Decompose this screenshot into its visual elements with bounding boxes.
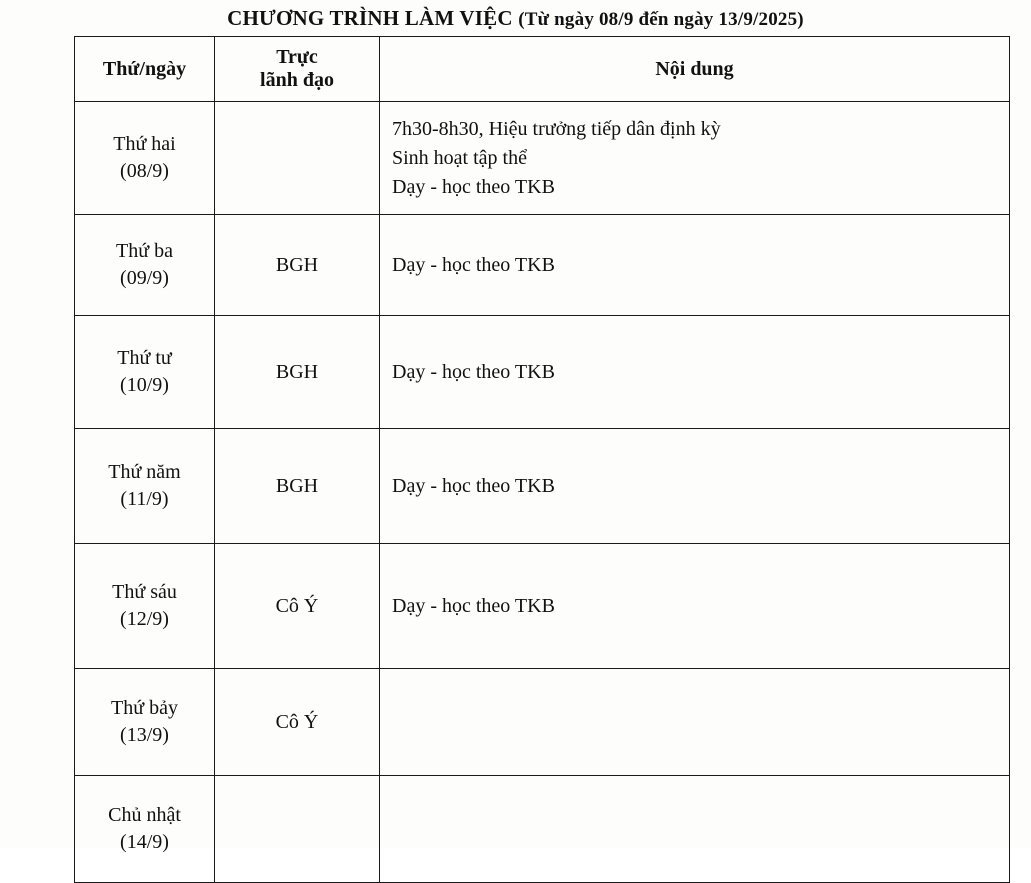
- day-date: (08/9): [120, 160, 169, 182]
- cell-leader: Cô Ý: [215, 669, 380, 776]
- table-row: [75, 544, 1010, 669]
- table-row: [75, 429, 1010, 544]
- cell-day: [75, 544, 215, 669]
- day-name: Thứ sáu: [112, 581, 177, 603]
- cell-content: [380, 544, 1010, 669]
- cell-content: [380, 776, 1010, 883]
- content-line: Dạy - học theo TKB: [392, 253, 555, 276]
- day-name: Thứ ba: [116, 240, 173, 262]
- cell-day: [75, 102, 215, 215]
- table-head: [75, 37, 1010, 102]
- title-date-range: (Từ ngày 08/9 đến ngày 13/9/2025): [518, 9, 804, 30]
- cell-content: [380, 429, 1010, 544]
- cell-leader: [215, 776, 380, 883]
- page-title: [0, 6, 1031, 31]
- content-line: Dạy - học theo TKB: [392, 474, 555, 497]
- cell-leader: BGH: [215, 429, 380, 544]
- table-row: [75, 316, 1010, 429]
- cell-content: [380, 669, 1010, 776]
- cell-leader: Cô Ý: [215, 544, 380, 669]
- column-header-leader-line1: Trực: [276, 46, 318, 68]
- day-date: (11/9): [120, 488, 169, 510]
- table-body: [75, 102, 1010, 883]
- content-line: Sinh hoạt tập thể: [392, 146, 527, 169]
- cell-day: [75, 669, 215, 776]
- day-name: Thứ tư: [117, 347, 172, 369]
- cell-content: [380, 215, 1010, 316]
- cell-leader: [215, 102, 380, 215]
- content-line: 7h30-8h30, Hiệu trưởng tiếp dân định kỳ: [392, 117, 721, 140]
- table-row: [75, 669, 1010, 776]
- cell-day: [75, 215, 215, 316]
- day-name: Thứ năm: [108, 461, 181, 483]
- table-row: [75, 215, 1010, 316]
- day-date: (12/9): [120, 608, 169, 630]
- column-header-leader: [215, 37, 380, 102]
- day-date: (14/9): [120, 831, 169, 853]
- work-schedule-table: [74, 36, 1010, 883]
- cell-leader: BGH: [215, 316, 380, 429]
- title-main: CHƯƠNG TRÌNH LÀM VIỆC: [227, 6, 513, 30]
- content-line: Dạy - học theo TKB: [392, 360, 555, 383]
- cell-day: [75, 776, 215, 883]
- column-header-leader-line2: lãnh đạo: [260, 69, 334, 91]
- cell-day: [75, 429, 215, 544]
- day-name: Thứ hai: [113, 133, 176, 155]
- column-header-content: Nội dung: [380, 37, 1010, 102]
- day-date: (09/9): [120, 267, 169, 289]
- column-header-day: Thứ/ngày: [75, 37, 215, 102]
- table-row: [75, 102, 1010, 215]
- cell-content: [380, 316, 1010, 429]
- day-name: Chủ nhật: [108, 804, 181, 826]
- content-line: Dạy - học theo TKB: [392, 175, 555, 198]
- day-date: (10/9): [120, 374, 169, 396]
- content-line: Dạy - học theo TKB: [392, 594, 555, 617]
- cell-content: [380, 102, 1010, 215]
- day-date: (13/9): [120, 724, 169, 746]
- table-header-row: [75, 37, 1010, 102]
- day-name: Thứ bảy: [111, 697, 178, 719]
- cell-day: [75, 316, 215, 429]
- cell-leader: BGH: [215, 215, 380, 316]
- table-row: [75, 776, 1010, 883]
